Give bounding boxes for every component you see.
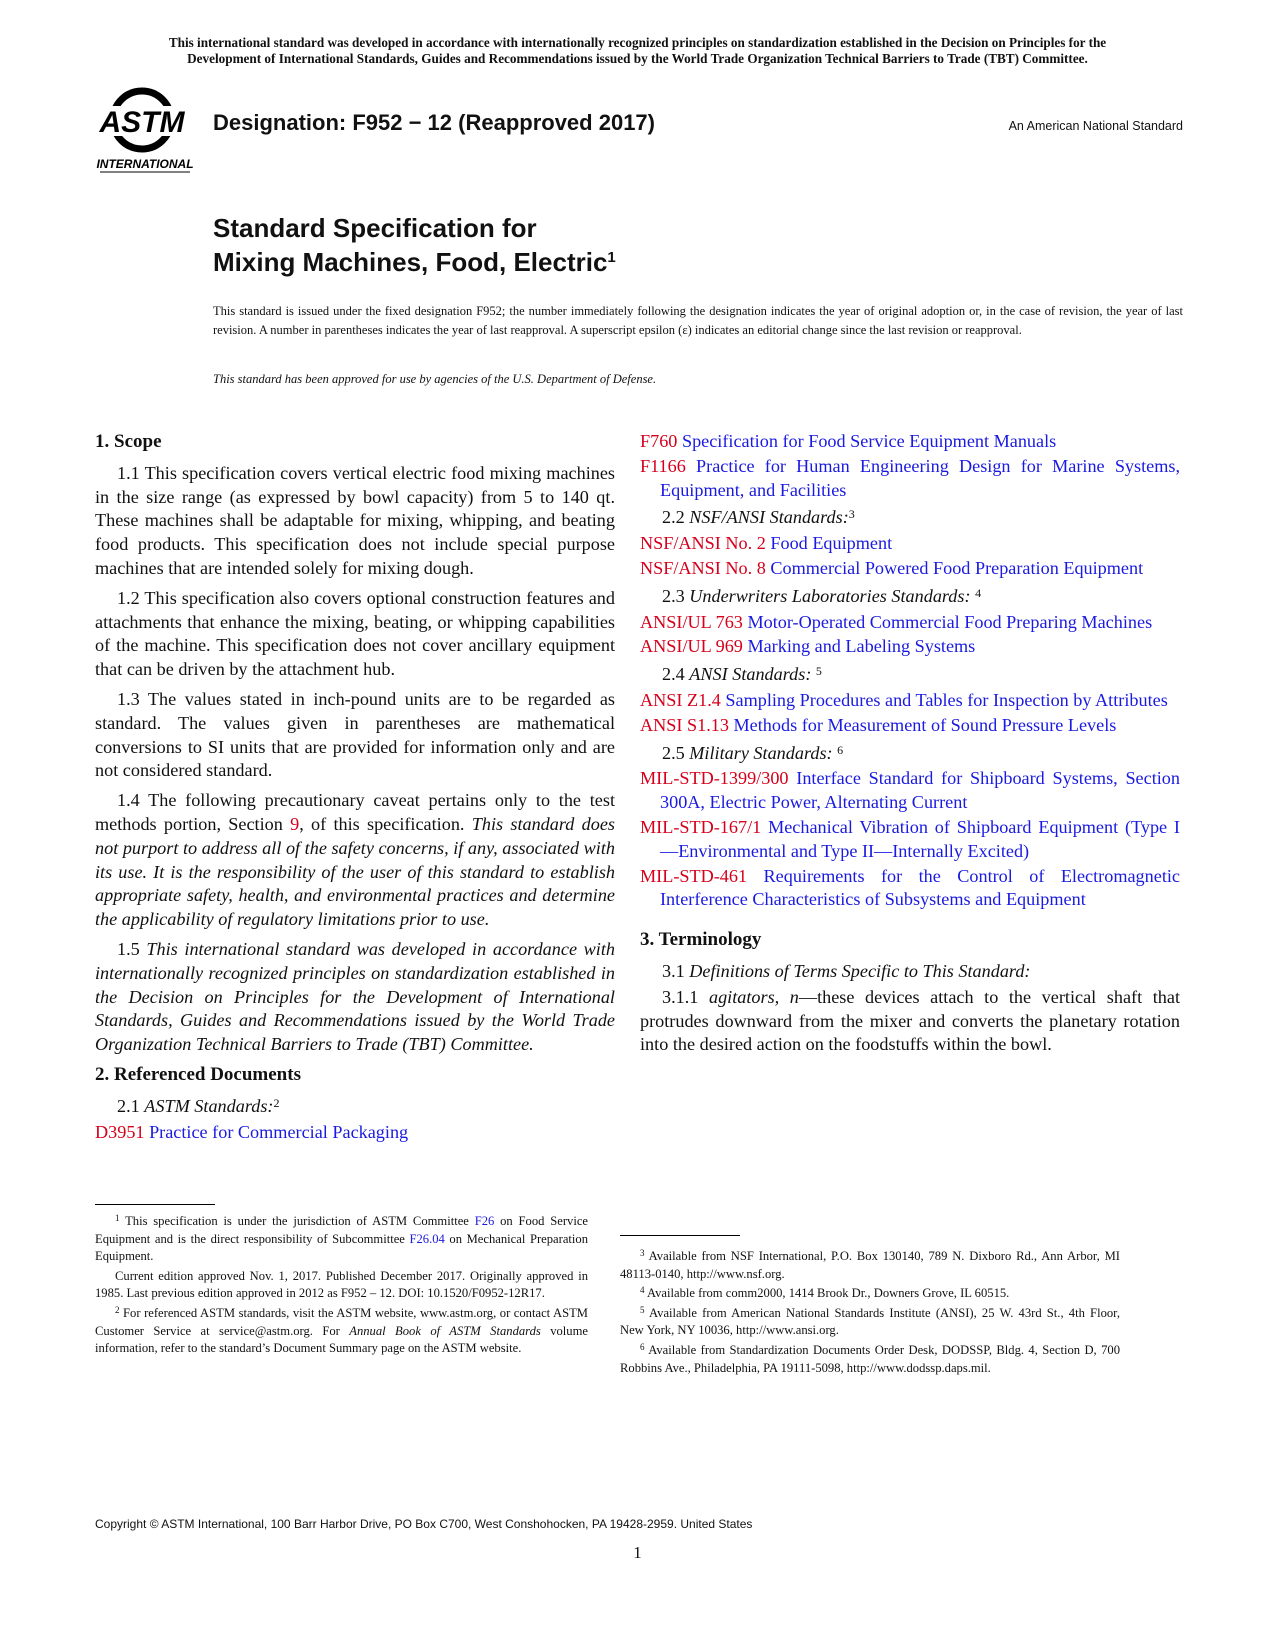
ref-ul969	[640, 635, 1180, 659]
mil-label-num: 2.5	[662, 742, 690, 763]
subcommittee-f26-04-link[interactable]: F26.04	[409, 1231, 445, 1246]
title-line-2-text: Mixing Machines, Food, Electric	[213, 247, 608, 277]
ul-standards-label	[640, 585, 1180, 609]
document-title	[213, 211, 616, 279]
fn4-text: Available from comm2000, 1414 Brook Dr., Downers Grove, IL 60515.	[644, 1286, 1010, 1301]
fn1-text-b: on Food Service Equipment and is the direct responsibility of Subcommittee	[95, 1214, 588, 1246]
footnote-divider-right	[620, 1235, 740, 1236]
fn4-num: 4	[640, 1285, 645, 1296]
ref-z14-title[interactable]: Sampling Procedures and Tables for Inspection by Attributes	[720, 689, 1168, 710]
ref-s113-title[interactable]: Methods for Measurement of Sound Pressure Levels	[728, 714, 1117, 735]
fn2-text-b: volume information, refer to the standard’s Document Summary page on the ASTM website.	[95, 1323, 588, 1356]
fn6-num: 6	[640, 1341, 645, 1352]
ansi-standards-label	[640, 663, 1180, 687]
military-standards-label	[640, 742, 1180, 766]
agitators-num: 3.1.1	[662, 986, 709, 1007]
fn6-text: Available from Standardization Documents Order Desk, DODSSP, Bldg. 4, Section D, 700 Robbins Ave., Philadelphia, PA 19111-5098, http://www.dodssp.daps.mil.	[620, 1342, 1120, 1375]
scope-1-4-text-b: , of this specification.	[299, 813, 472, 834]
ul-label-num: 2.3	[662, 585, 690, 606]
title-line-1: Standard Specification for	[213, 213, 537, 243]
right-column	[640, 430, 1180, 1063]
page-number: 1	[633, 1543, 642, 1562]
ref-mil461-code[interactable]: MIL-STD-461	[640, 865, 748, 886]
ref-mil167-code[interactable]: MIL-STD-167/1	[640, 816, 762, 837]
ref-ul969-code[interactable]: ANSI/UL 969	[640, 636, 743, 657]
ref-ul763-code[interactable]: ANSI/UL 763	[640, 611, 743, 632]
fn3-text: Available from NSF International, P.O. Box 130140, 789 N. Dixboro Rd., Ann Arbor, MI 48113-0140, http://www.nsf.org.	[620, 1249, 1120, 1281]
ref-nsf2-title[interactable]: Food Equipment	[765, 533, 893, 554]
footnote-6	[620, 1342, 1120, 1377]
footnote-ref-2: 2	[273, 1095, 280, 1110]
agitators-term: agitators, n	[708, 986, 799, 1007]
footnote-divider-left	[95, 1204, 215, 1205]
designation: Designation: F952 − 12 (Reapproved 2017)	[213, 110, 655, 135]
ref-ul763-title[interactable]: Motor-Operated Commercial Food Preparing Machines	[742, 611, 1153, 632]
ref-nsf8-title[interactable]: Commercial Powered Food Preparation Equipment	[765, 557, 1144, 578]
astm-label-text: ASTM Standards:	[144, 1095, 274, 1116]
footnote-4	[620, 1285, 1120, 1303]
ref-f1166-title[interactable]: Practice for Human Engineering Design for Marine Systems, Equipment, and Facilities	[660, 455, 1180, 500]
ref-s113	[640, 714, 1180, 738]
ref-f760	[640, 430, 1180, 454]
committee-f26-link[interactable]: F26	[474, 1214, 495, 1228]
national-standard-label: An American National Standard	[1008, 119, 1183, 133]
ref-nsf2-code[interactable]: NSF/ANSI No. 2	[640, 533, 766, 554]
term-3-1-text: Definitions of Terms Specific to This Standard:	[689, 960, 1031, 981]
fn2-num: 2	[115, 1304, 120, 1315]
astm-logo-icon	[90, 86, 200, 178]
logo-text: ASTM	[99, 106, 185, 139]
ul-label-text: Underwriters Laboratories Standards:	[689, 585, 971, 606]
footnote-ref-3: 3	[848, 507, 855, 522]
scope-1-4	[95, 789, 615, 932]
section-heading-scope: 1. Scope	[95, 431, 162, 452]
ref-ul763	[640, 611, 1180, 635]
ref-nsf2	[640, 532, 1180, 556]
fn3-num: 3	[640, 1248, 645, 1258]
footnotes-left	[95, 1213, 588, 1360]
scope-1-3: 1.3 The values stated in inch-pound units are to be regarded as standard. The values given in parentheses are mathematical conversions to SI units that are provided for information only and are not considered standard.	[95, 688, 615, 781]
nsf-label-num: 2.2	[662, 507, 690, 528]
tbt-banner	[90, 35, 1185, 67]
safety-caveat: This standard does not purport to address all of the safety concerns, if any, associated with its use. It is the responsibility of the user of this standard to establish appropriate safety, health, and environmental practices and determine the applicability of regulatory limitations prior to use.	[95, 813, 615, 930]
ref-ul969-title[interactable]: Marking and Labeling Systems	[742, 636, 976, 657]
ansi-label-num: 2.4	[662, 664, 690, 685]
ref-d3951-code[interactable]: D3951	[95, 1121, 145, 1142]
ref-f1166	[640, 455, 1180, 503]
footnote-ref-5: 5	[815, 664, 822, 679]
ansi-label-text: ANSI Standards:	[689, 664, 812, 685]
footnote-1-edition: Current edition approved Nov. 1, 2017. Published December 2017. Originally approved in 1985. Last previous edition approved in 2012 as F952 – 12. DOI: 10.1520/F0952-12R17.	[95, 1268, 588, 1301]
fn1-text-c: on Mechanical Preparation Equipment.	[95, 1231, 588, 1264]
dod-note: This standard has been approved for use by agencies of the U.S. Department of Defense.	[213, 372, 657, 386]
fn2-book-title: Annual Book of ASTM Standards	[349, 1323, 541, 1338]
scope-1-2: 1.2 This specification also covers optional construction features and attachments that enhance the mixing, beating, or whipping capabilities of the machine. This specification does not cover ancillary equipment that can be driven by the attachment hub.	[95, 587, 615, 680]
ref-nsf8	[640, 557, 1180, 581]
section-9-link[interactable]: 9	[290, 813, 300, 834]
footnote-3	[620, 1248, 1120, 1283]
mil-label-text: Military Standards:	[689, 742, 833, 763]
scope-1-5-num: 1.5	[117, 938, 147, 959]
scope-1-5-text: This international standard was developed in accordance with internationally recognized principles on standardization established in the Decision on Principles for the Development of International Standards, Guides and Recommendations issued by the World Trade Organization Technical Barriers to Trade (TBT) Committee.	[95, 938, 616, 1055]
banner-line-1: This international standard was developed in accordance with internationally recognized principles on standardization established in the Decision on Principles for the	[168, 35, 1107, 50]
terminology-agitators	[640, 986, 1180, 1057]
copyright-footer: Copyright © ASTM International, 100 Barr Harbor Drive, PO Box C700, West Conshohocken, PA 19428-2959. United States	[95, 1517, 753, 1531]
footnote-5	[620, 1305, 1120, 1340]
scope-1-4-text: 1.4 The following precautionary caveat pertains only to the test methods portion, Section	[95, 790, 615, 834]
ref-mil1399	[640, 767, 1180, 815]
ref-mil167-title[interactable]: Mechanical Vibration of Shipboard Equipment (Type I—Environmental and Type II—Internally Excited)	[660, 816, 1180, 861]
nsf-label-text: NSF/ANSI Standards:	[689, 507, 849, 528]
section-heading-refs: 2. Referenced Documents	[95, 1063, 301, 1085]
terminology-3-1	[640, 960, 1180, 984]
astm-standards-label	[95, 1095, 615, 1119]
ref-f760-code[interactable]: F760	[640, 431, 678, 451]
ref-d3951	[95, 1121, 615, 1145]
ref-f760-title[interactable]: Specification for Food Service Equipment Manuals	[677, 431, 1057, 451]
agitators-definition: —these devices attach to the vertical shaft that protrudes downward from the mixer and converts the planetary rotation into the desired action on the foodstuffs within the bowl.	[640, 986, 1181, 1055]
title-footnote-ref: 1	[607, 249, 616, 266]
left-column	[95, 430, 615, 1145]
title-line-2	[213, 245, 616, 279]
banner-line-2: Development of International Standards, Guides and Recommendations issued by the World Trade Organization Technical Barriers to Trade (TBT) Committee.	[187, 51, 1088, 66]
ref-s113-code[interactable]: ANSI S1.13	[640, 714, 729, 735]
ref-d3951-title[interactable]: Practice for Commercial Packaging	[144, 1121, 409, 1142]
ref-mil1399-code[interactable]: MIL-STD-1399/300	[640, 768, 789, 789]
fn2-text-a: For referenced ASTM standards, visit the ASTM website, www.astm.org, or contact ASTM Customer Service at service@astm.org. For	[95, 1305, 588, 1338]
ref-f1166-code[interactable]: F1166	[640, 455, 686, 476]
fn1-text-a: This specification is under the jurisdiction of ASTM Committee	[119, 1214, 475, 1228]
ref-mil1399-title[interactable]: Interface Standard for Shipboard Systems, Section 300A, Electric Power, Alternating Current	[660, 768, 1180, 813]
footnote-2	[95, 1305, 588, 1358]
footnote-ref-6: 6	[837, 742, 844, 757]
nsf-standards-label	[640, 506, 1180, 530]
ref-mil461-title[interactable]: Requirements for the Control of Electromagnetic Interference Characteristics of Subsystems and Equipment	[660, 865, 1180, 910]
scope-1-5	[95, 938, 615, 1057]
issue-note: This standard is issued under the fixed designation F952; the number immediately following the designation indicates the year of original adoption or, in the case of revision, the year of last revision. A number in parentheses indicates the year of last reapproval. A superscript epsilon (ε) indicates an editorial change since the last revision or reapproval.	[213, 304, 1183, 337]
term-3-1-num: 3.1	[662, 960, 690, 981]
fn1-num: 1	[115, 1213, 120, 1223]
ref-nsf8-code[interactable]: NSF/ANSI No. 8	[640, 557, 766, 578]
ref-z14-code[interactable]: ANSI Z1.4	[640, 689, 721, 710]
logo-subtitle: INTERNATIONAL	[96, 157, 194, 171]
ref-mil461	[640, 865, 1180, 913]
scope-1-1: 1.1 This specification covers vertical electric food mixing machines in the size range (as expressed by bowl capacity) from 5 to 140 qt. These machines shall be adaptable for mixing, whipping, and beating food products. This specification does not include special purpose machines that are intended solely for mixing dough.	[95, 462, 615, 578]
footnote-ref-4: 4	[975, 585, 982, 600]
astm-label-num: 2.1	[117, 1095, 145, 1116]
footnotes-right	[620, 1248, 1120, 1379]
footnote-1	[95, 1213, 588, 1266]
fn5-text: Available from American National Standards Institute (ANSI), 25 W. 43rd St., 4th Floor, New York, NY 10036, http://www.ansi.org.	[620, 1305, 1120, 1338]
section-heading-terminology: 3. Terminology	[640, 929, 762, 951]
ref-z14	[640, 689, 1180, 713]
ref-mil167	[640, 816, 1180, 864]
fn5-num: 5	[640, 1304, 645, 1315]
